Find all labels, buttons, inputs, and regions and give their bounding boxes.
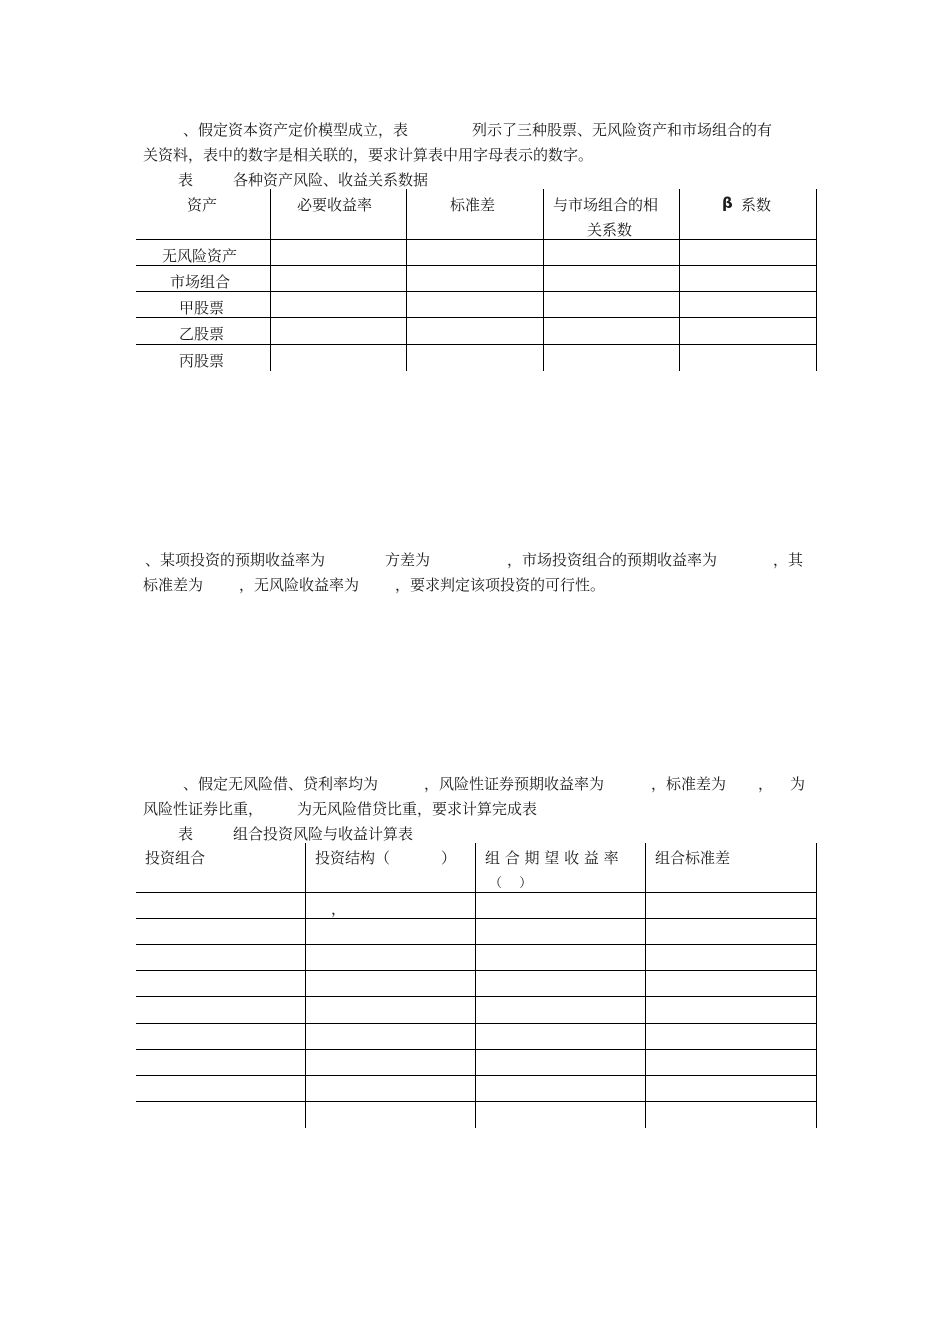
table2-header-expected-return-unit: （ ） — [489, 876, 533, 891]
problem3-line1-part: ， — [758, 775, 774, 793]
table2-header-structure-close: ） — [441, 849, 457, 867]
problem2-line2-part: 标准差为 — [143, 576, 204, 594]
problem2-line2-part: ，无风险收益率为 — [239, 576, 360, 594]
table1-row-label: 无风险资产 — [162, 247, 238, 265]
table2-header-expected-return: 组 合 期 望 收 益 率 — [485, 849, 619, 867]
table1-header-std-dev: 标准差 — [450, 196, 496, 214]
table2-header-structure: 投资结构（ — [315, 849, 391, 867]
table1-row-label: 乙股票 — [179, 325, 225, 343]
table2-header-portfolio: 投资组合 — [145, 849, 206, 867]
table1-divider — [543, 189, 544, 371]
table1-divider — [679, 189, 680, 371]
problem3-line2-part: 为无风险借贷比重，要求计算完成表 — [297, 800, 538, 818]
problem2-line1-part: 方差为 — [385, 551, 431, 569]
table2-rule — [136, 892, 817, 893]
table2-rule — [136, 1101, 817, 1102]
problem2-line1-part: ，市场投资组合的预期收益率为 — [507, 551, 718, 569]
table1-rule — [136, 344, 817, 345]
table1-rule — [136, 291, 817, 292]
table1-rule — [136, 317, 817, 318]
table1-header-correlation-line1: 与市场组合的相 — [553, 196, 659, 214]
table2-row1-mark: ， — [331, 900, 347, 918]
table1-header-beta-label: 系数 — [741, 196, 772, 214]
table2-rule — [136, 996, 817, 997]
table1-row-label: 市场组合 — [170, 273, 231, 291]
table1-header-beta-symbol: β — [722, 194, 733, 212]
problem3-line1-part: ，标准差为 — [651, 775, 727, 793]
table2-rule — [136, 1049, 817, 1050]
table1-header-asset: 资产 — [187, 196, 218, 214]
table1-rule — [136, 265, 817, 266]
table2-divider — [305, 843, 306, 1128]
table2-header-std-dev: 组合标准差 — [655, 849, 731, 867]
table1-divider — [270, 189, 271, 371]
problem1-line1-a: 、假定资本资产定价模型成立，表 — [183, 121, 409, 139]
table2-rule — [136, 970, 817, 971]
table2-rule — [136, 1023, 817, 1024]
table1-rule — [136, 239, 817, 240]
table1-header-required-return: 必要收益率 — [297, 196, 373, 214]
table2-divider — [645, 843, 646, 1128]
problem3-line2-part: 风险性证券比重， — [143, 800, 264, 818]
table1-row-label: 丙股票 — [179, 352, 225, 370]
problem1-table-caption-prefix: 表 — [178, 171, 194, 189]
table2-rule — [136, 944, 817, 945]
problem2-line1-part: ，其 — [773, 551, 804, 569]
table1-row-label: 甲股票 — [179, 299, 225, 317]
table2-divider — [816, 843, 817, 1128]
table1-header-correlation-line2: 关系数 — [587, 221, 633, 239]
table2-rule — [136, 1075, 817, 1076]
problem1-line2: 关资料，表中的数字是相关联的，要求计算表中用字母表示的数字。 — [143, 146, 594, 164]
table1-divider — [816, 189, 817, 371]
problem1-line1-b: 列示了三种股票、无风险资产和市场组合的有 — [472, 121, 773, 139]
problem2-line2-part: ，要求判定该项投资的可行性。 — [395, 576, 606, 594]
problem1-table-caption-title: 各种资产风险、收益关系数据 — [233, 171, 429, 189]
problem3-table-caption-prefix: 表 — [178, 825, 194, 843]
table2-divider — [475, 843, 476, 1128]
table2-rule — [136, 918, 817, 919]
problem3-line1-part: 、假定无风险借、贷利率均为 — [183, 775, 379, 793]
problem2-line1-part: 、某项投资的预期收益率为 — [145, 551, 326, 569]
problem3-line1-part: ，风险性证券预期收益率为 — [424, 775, 605, 793]
table1-divider — [406, 189, 407, 371]
problem3-line1-part: 为 — [790, 775, 806, 793]
problem3-table-caption-title: 组合投资风险与收益计算表 — [233, 825, 414, 843]
